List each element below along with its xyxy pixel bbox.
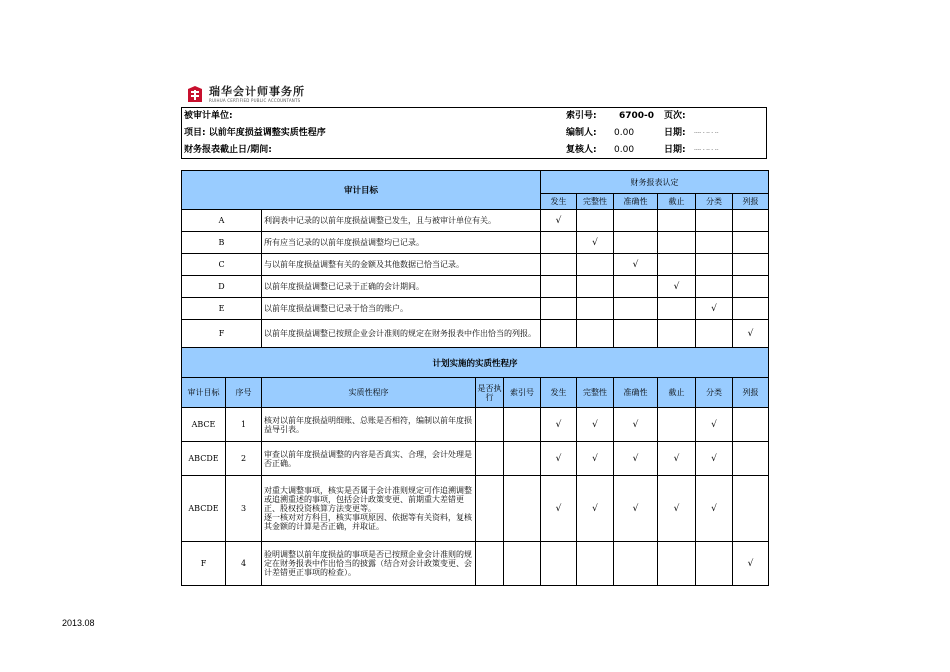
procedures-title-row <box>182 348 769 378</box>
proc-seq-header: 序号 <box>226 378 262 408</box>
objective-id: B <box>182 232 262 254</box>
header-row-2 <box>182 125 766 142</box>
assertion-header: 分类 <box>696 194 733 210</box>
procedure-check: √ <box>541 476 577 542</box>
assertion-check <box>541 320 577 348</box>
procedure-check: √ <box>541 408 577 442</box>
procedure-check <box>658 542 696 586</box>
procedure-check <box>658 408 696 442</box>
assertion-check: √ <box>658 276 696 298</box>
procedure-objective: ABCDE <box>182 476 226 542</box>
assertion-check <box>541 232 577 254</box>
assertion-check <box>696 254 733 276</box>
objective-text: 与以前年度损益调整有关的金额及其他数据已恰当记录。 <box>262 254 541 276</box>
footer-date: 2013.08 <box>62 618 95 628</box>
objective-row <box>182 298 769 320</box>
objective-text: 利润表中记录的以前年度损益调整已发生，且与被审计单位有关。 <box>262 210 541 232</box>
header-row-1 <box>182 108 766 125</box>
procedure-check <box>614 542 658 586</box>
date-value-1: ---- - -- - -- <box>694 130 719 136</box>
procedure-row <box>182 442 769 476</box>
proc-executed-header: 是否执行 <box>476 378 504 408</box>
assertion-check <box>658 210 696 232</box>
proc-assertion-header: 分类 <box>696 378 733 408</box>
firm-logo <box>187 85 305 103</box>
procedure-check: √ <box>696 476 733 542</box>
procedure-check <box>541 542 577 586</box>
assertion-check <box>733 254 769 276</box>
assertion-check <box>541 254 577 276</box>
procedure-check <box>696 542 733 586</box>
procedure-seq: 2 <box>226 442 262 476</box>
objectives-header-row <box>182 171 769 194</box>
procedure-check: √ <box>658 476 696 542</box>
procedure-check: √ <box>577 476 614 542</box>
assertion-header: 列报 <box>733 194 769 210</box>
assertion-check <box>733 232 769 254</box>
proc-objective-header: 审计目标 <box>182 378 226 408</box>
firm-subtitle: RUIHUA CERTIFIED PUBLIC ACCOUNTANTS <box>209 97 301 103</box>
proc-assertion-header: 列报 <box>733 378 769 408</box>
procedure-text: 审查以前年度损益调整的内容是否真实、合理，会计处理是否正确。 <box>262 442 476 476</box>
objective-row <box>182 232 769 254</box>
procedure-row <box>182 476 769 542</box>
procedure-check: √ <box>577 408 614 442</box>
assertion-check <box>696 320 733 348</box>
project-label: 项目: 以前年度损益调整实质性程序 <box>184 128 326 138</box>
assertion-check: √ <box>541 210 577 232</box>
preparer-value: 0.00 <box>614 128 635 138</box>
objective-row <box>182 320 769 348</box>
procedure-seq: 4 <box>226 542 262 586</box>
proc-assertion-header: 截止 <box>658 378 696 408</box>
procedure-index <box>504 542 541 586</box>
procedure-seq: 1 <box>226 408 262 442</box>
procedure-check: √ <box>614 442 658 476</box>
objective-id: F <box>182 320 262 348</box>
assertion-check: √ <box>577 232 614 254</box>
assertion-check <box>696 276 733 298</box>
procedure-check <box>733 442 769 476</box>
procedure-index <box>504 408 541 442</box>
firm-name: 瑞华会计师事务所 <box>209 84 305 98</box>
objective-row <box>182 210 769 232</box>
objective-row <box>182 276 769 298</box>
procedure-check <box>577 542 614 586</box>
procedure-executed <box>476 442 504 476</box>
procedure-text: 验明调整以前年度损益的事项是否已按照企业会计准则的规定在财务报表中作出恰当的披露（结合对会计政策变更、会计差错更正事项的检查）。 <box>262 542 476 586</box>
procedure-executed <box>476 408 504 442</box>
objective-id: D <box>182 276 262 298</box>
assertion-check <box>658 232 696 254</box>
date-value-2: ---- - -- - -- <box>694 147 719 153</box>
assertion-check <box>733 298 769 320</box>
assertion-check <box>614 320 658 348</box>
procedure-check: √ <box>614 408 658 442</box>
procedure-text: 核对以前年度损益明细账、总账是否相符，编制以前年度损益导引表。 <box>262 408 476 442</box>
procedure-check: √ <box>696 442 733 476</box>
client-label: 被审计单位: <box>184 111 233 121</box>
preparer-label: 编制人: <box>566 128 597 138</box>
procedure-index <box>504 442 541 476</box>
assertions-group-header: 财务报表认定 <box>541 171 769 194</box>
procedure-check: √ <box>733 542 769 586</box>
procedure-check: √ <box>541 442 577 476</box>
procedure-check: √ <box>614 476 658 542</box>
proc-procedure-header: 实质性程序 <box>262 378 476 408</box>
procedure-seq: 3 <box>226 476 262 542</box>
procedure-executed <box>476 542 504 586</box>
index-label: 索引号: <box>566 111 597 121</box>
assertion-check <box>541 276 577 298</box>
procedure-executed <box>476 476 504 542</box>
assertion-check: √ <box>614 254 658 276</box>
assertion-check: √ <box>696 298 733 320</box>
assertion-check <box>658 298 696 320</box>
procedure-objective: ABCE <box>182 408 226 442</box>
assertion-check <box>577 320 614 348</box>
procedure-row <box>182 542 769 586</box>
objective-id: A <box>182 210 262 232</box>
proc-assertion-header: 发生 <box>541 378 577 408</box>
assertion-header: 完整性 <box>577 194 614 210</box>
assertion-check <box>614 298 658 320</box>
assertion-check: √ <box>733 320 769 348</box>
objectives-title: 审计目标 <box>182 171 541 210</box>
procedure-check <box>733 476 769 542</box>
assertion-check <box>541 298 577 320</box>
reviewer-label: 复核人: <box>566 145 597 155</box>
assertion-check <box>658 320 696 348</box>
assertion-check <box>614 276 658 298</box>
procedure-row <box>182 408 769 442</box>
procedure-objective: ABCDE <box>182 442 226 476</box>
proc-assertion-header: 完整性 <box>577 378 614 408</box>
procedure-objective: F <box>182 542 226 586</box>
header-row-3 <box>182 142 766 159</box>
objective-id: E <box>182 298 262 320</box>
objective-text: 以前年度损益调整已记录于正确的会计期间。 <box>262 276 541 298</box>
objective-row <box>182 254 769 276</box>
audit-table <box>181 170 769 586</box>
procedures-title: 计划实施的实质性程序 <box>182 348 769 378</box>
assertion-check <box>577 254 614 276</box>
procedure-check <box>733 408 769 442</box>
document-header <box>181 107 767 159</box>
assertion-check <box>614 232 658 254</box>
assertion-check <box>733 210 769 232</box>
date-label-1: 日期: <box>664 128 686 138</box>
assertion-check <box>733 276 769 298</box>
objective-text: 以前年度损益调整已记录于恰当的账户。 <box>262 298 541 320</box>
procedure-index <box>504 476 541 542</box>
assertion-check <box>696 210 733 232</box>
assertion-header: 准确性 <box>614 194 658 210</box>
date-label-2: 日期: <box>664 145 686 155</box>
proc-assertion-header: 准确性 <box>614 378 658 408</box>
assertion-header: 截止 <box>658 194 696 210</box>
objective-text: 所有应当记录的以前年度损益调整均已记录。 <box>262 232 541 254</box>
assertion-check <box>577 298 614 320</box>
assertion-check <box>577 276 614 298</box>
assertion-header: 发生 <box>541 194 577 210</box>
proc-index-header: 索引号 <box>504 378 541 408</box>
assertion-check <box>658 254 696 276</box>
assertion-check <box>696 232 733 254</box>
assertion-check <box>577 210 614 232</box>
procedure-check: √ <box>577 442 614 476</box>
period-label: 财务报表截止日/期间: <box>184 145 272 155</box>
objective-id: C <box>182 254 262 276</box>
index-value: 6700-0 <box>619 111 655 121</box>
procedure-check: √ <box>696 408 733 442</box>
page-label: 页次: <box>664 111 686 121</box>
reviewer-value: 0.00 <box>614 145 635 155</box>
procedures-header-row <box>182 378 769 408</box>
firm-logo-icon <box>187 85 203 103</box>
objective-text: 以前年度损益调整已按照企业会计准则的规定在财务报表中作出恰当的列报。 <box>262 320 541 348</box>
procedure-text: 对重大调整事项，核实是否属于会计准则规定可作追溯调整或追溯重述的事项，包括会计政策变更、前期重大差错更正、股权投资核算方法变更等。 逐一核对对方科目，核实事项原因、依据等有关资料，复核其金额的计算是否正确，并取证。 <box>262 476 476 542</box>
procedure-check: √ <box>658 442 696 476</box>
assertion-check <box>614 210 658 232</box>
